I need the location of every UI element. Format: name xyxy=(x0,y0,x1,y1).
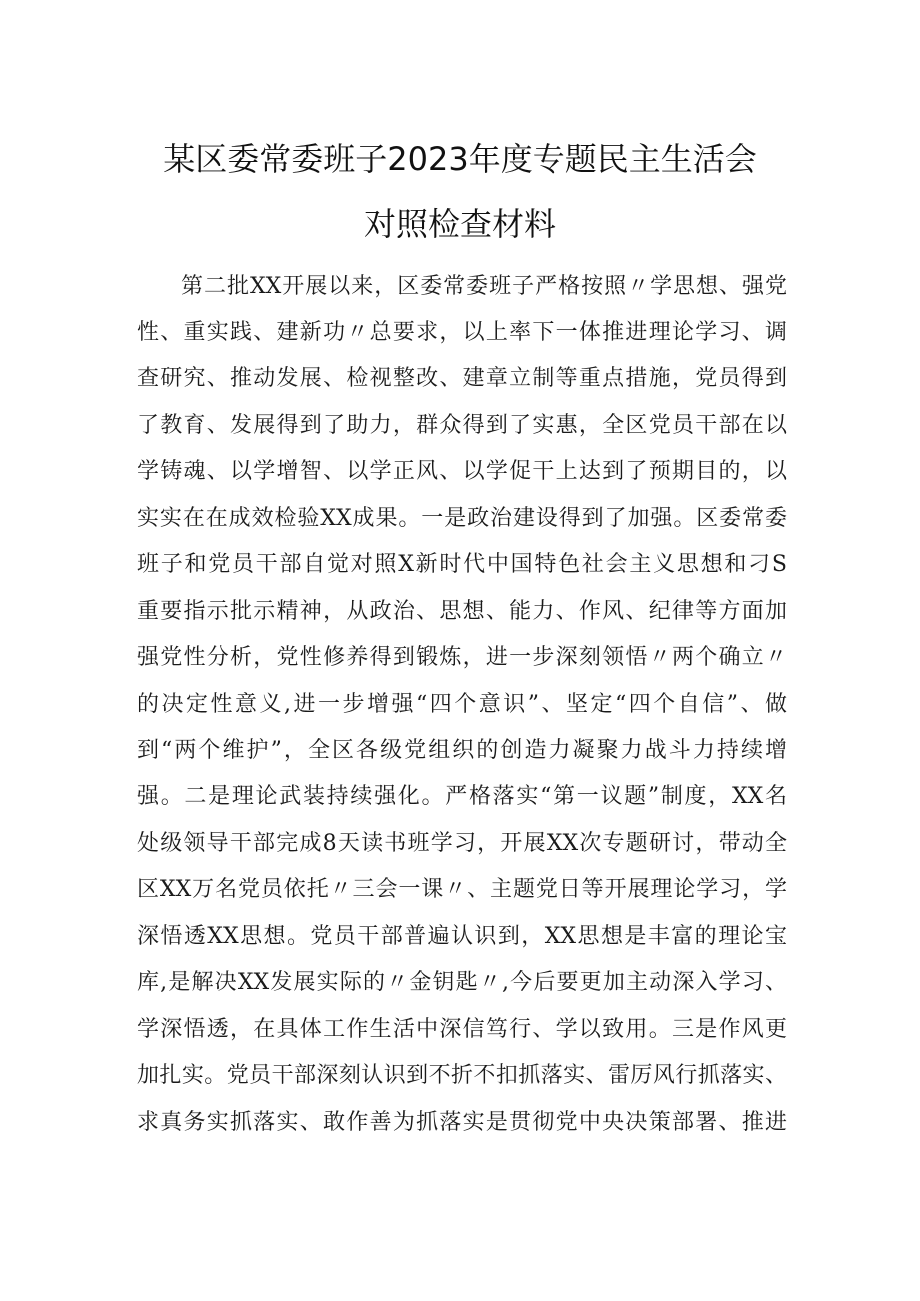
document-title-line-2: 对照检查材料 xyxy=(363,205,556,243)
body-line: 处级领导干部完成8天读书班学习，开展XX次专题研讨，带动全 xyxy=(137,831,787,856)
body-line: 学铸魂、以学增智、以学正风、以学促干上达到了预期目的，以 xyxy=(137,459,787,484)
body-line: 了教育、发展得到了助力，群众得到了实惠，全区党员干部在以 xyxy=(137,413,787,438)
body-line: 深悟透XX思想。党员干部普遍认识到，XX思想是丰富的理论宝 xyxy=(137,924,787,949)
body-line: 加扎实。党员干部深刻认识到不折不扣抓落实、雷厉风行抓落实、 xyxy=(137,1063,787,1088)
body-line: 第二批XX开展以来，区委常委班子严格按照〃学思想、强党 xyxy=(181,274,787,299)
body-line: 实实在在成效检验XX成果。一是政治建设得到了加强。区委常委 xyxy=(137,506,787,531)
body-line: 求真务实抓落实、敢作善为抓落实是贯彻党中央决策部署、推进 xyxy=(137,1110,787,1135)
body-line: 区XX万名党员依托〃三会一课〃、主题党日等开展理论学习，学 xyxy=(137,877,787,902)
body-line: 查研究、推动发展、检视整改、建章立制等重点措施，党员得到 xyxy=(137,366,787,391)
body-line: 到“两个维护”，全区各级党组织的创造力凝聚力战斗力持续增 xyxy=(137,738,787,763)
body-line: 学深悟透，在具体工作生活中深信笃行、学以致用。三是作风更 xyxy=(137,1017,787,1042)
body-line: 的决定性意义,进一步增强“四个意识”、坚定“四个自信”、做 xyxy=(137,692,787,717)
document-title-line-1: 某区委常委班子2023年度专题民主生活会 xyxy=(163,140,757,178)
body-line: 重要指示批示精神，从政治、思想、能力、作风、纪律等方面加 xyxy=(137,599,787,624)
body-line: 班子和党员干部自觉对照X新时代中国特色社会主义思想和刁S xyxy=(137,552,787,577)
body-line: 性、重实践、建新功〃总要求，以上率下一体推进理论学习、调 xyxy=(137,320,787,345)
body-line: 强党性分析，党性修养得到锻炼，进一步深刻领悟〃两个确立〃 xyxy=(137,645,787,670)
body-line: 强。二是理论武装持续强化。严格落实“第一议题”制度，XX名 xyxy=(137,784,787,809)
body-line: 库,是解决XX发展实际的〃金钥匙〃,今后要更加主动深入学习、 xyxy=(137,970,787,995)
